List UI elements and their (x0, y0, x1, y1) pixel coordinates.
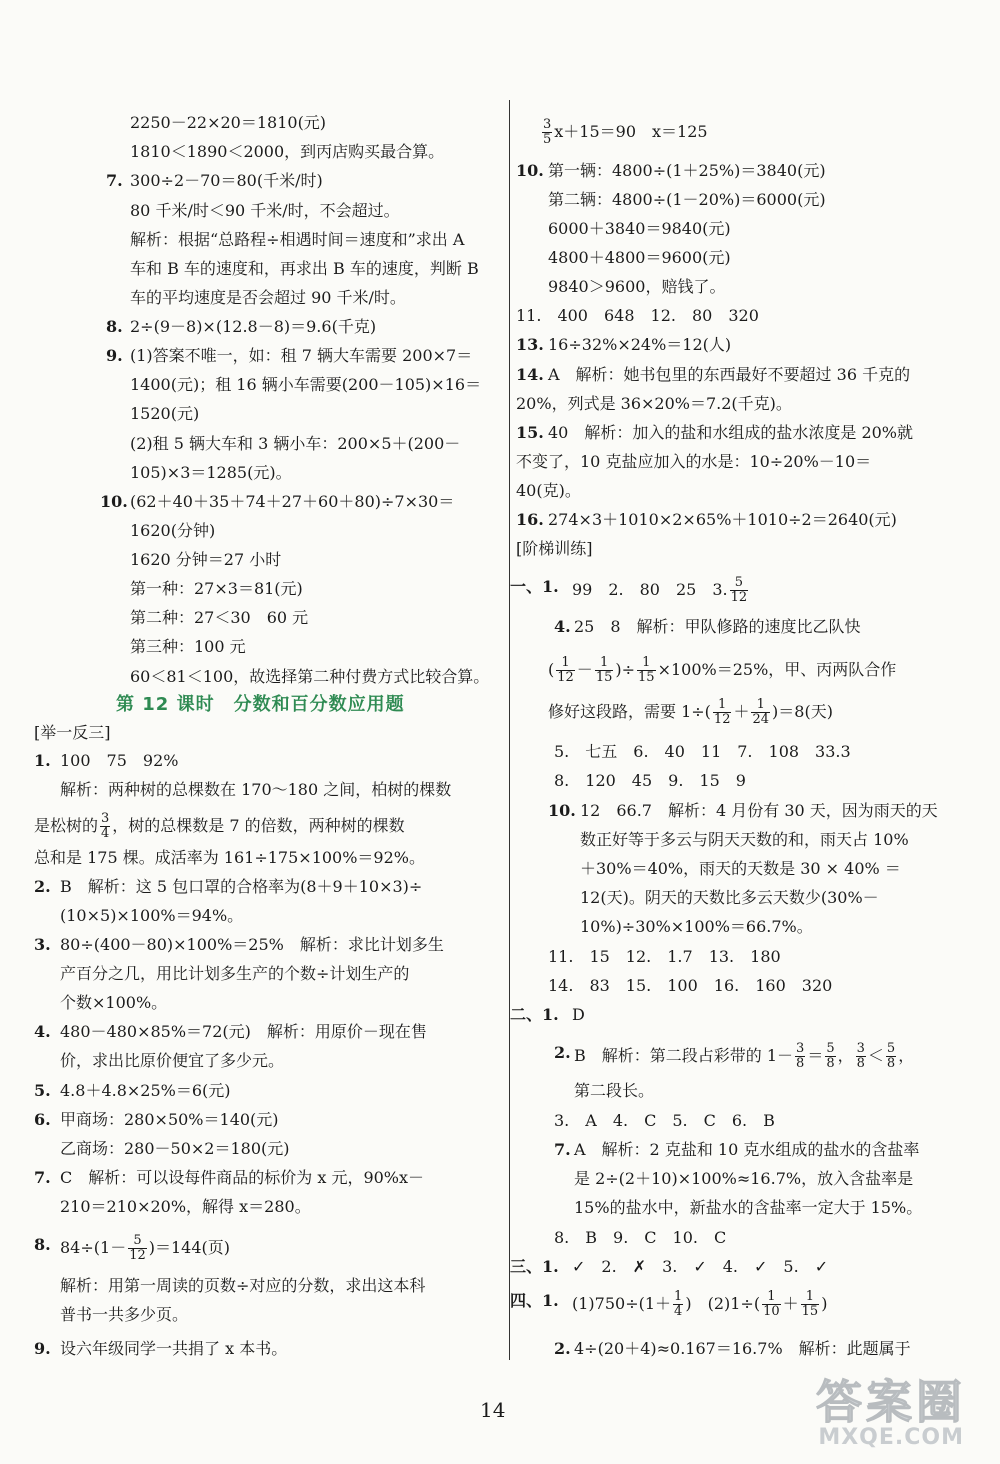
question-number: 9. (106, 346, 123, 365)
text-line: 第二辆：4800÷(1－20%)＝6000(元) (548, 190, 826, 209)
watermark-url: MXQE.COM (818, 1425, 964, 1450)
text-line (548, 698, 833, 727)
text-fragment: ) (821, 1294, 828, 1313)
numerator: 1 (801, 1290, 820, 1305)
question-number: 4. (34, 1022, 51, 1041)
lesson-title: 第 12 课时 分数和百分数应用题 (116, 694, 405, 715)
text-line: 产百分之几，用比计划多生产的个数÷计划生产的 (60, 964, 410, 983)
text-fragment: ，树的总棵数是 7 的倍数，两种树的棵数 (112, 816, 405, 835)
text-line: 1620 分钟＝27 小时 (130, 550, 282, 569)
watermark-logo: 答案圈 (816, 1375, 966, 1429)
question-number: 7. (554, 1140, 571, 1159)
numerator: 3 (101, 811, 110, 826)
text-fragment: ， (898, 1046, 915, 1065)
fraction (673, 1290, 683, 1319)
text-line: 1810＜1890＜2000，到丙店购买最合算。 (130, 142, 445, 161)
fraction (730, 576, 749, 605)
question-number: 二、1. (510, 1005, 559, 1024)
text-line: 9840＞9600，赔钱了。 (548, 277, 726, 296)
numerator: 3 (543, 117, 552, 132)
denominator: 10 (763, 1304, 780, 1319)
text-fragment: )＝8(天) (772, 702, 833, 721)
question-number: 10. (516, 161, 544, 180)
text-line: 解析：根据“总路程÷相遇时间＝速度和”求出 A (130, 230, 465, 249)
text-line: (10×5)×100%＝94%。 (60, 906, 244, 925)
text-line: 4÷(20＋4)≈0.167＝16.7% 解析：此题属于 (574, 1339, 911, 1358)
text-line: 设六年级同学一共捐了 x 本书。 (60, 1339, 288, 1358)
denominator: 8 (796, 1056, 805, 1071)
text-line (548, 656, 896, 685)
numerator: 5 (886, 1041, 896, 1056)
page-number: 14 (480, 1398, 506, 1422)
text-fragment: B 解析：第二段占彩带的 1－ (574, 1046, 794, 1065)
question-number: 14. (516, 365, 544, 384)
text-line: 数正好等于多云与阴天天数的和，雨天占 10% (580, 830, 909, 849)
question-number: 2. (554, 1339, 571, 1358)
section-label: [举一反三] (34, 723, 111, 742)
text-line: 4800＋4800＝9600(元) (548, 248, 731, 267)
section-label: [阶梯训练] (516, 539, 593, 558)
denominator: 15 (595, 670, 613, 685)
numerator: 1 (713, 698, 732, 713)
text-fragment: ×100%＝25%，甲、丙两队合作 (657, 660, 897, 679)
numerator: 1 (637, 656, 656, 671)
text-line: 300÷2－70＝80(千米/时) (130, 171, 323, 190)
question-number: 10. (548, 801, 576, 820)
fraction (886, 1042, 896, 1071)
denominator: 8 (826, 1056, 835, 1071)
text-line: C 解析：可以设每件商品的标价为 x 元，90%x－ (60, 1168, 425, 1187)
question-number: 9. (34, 1339, 51, 1358)
fraction (801, 1290, 820, 1319)
denominator: 4 (101, 826, 110, 841)
fraction (825, 1042, 835, 1071)
text-line: A 解析：2 克盐和 10 克水组成的盐水的含盐率 (574, 1140, 920, 1159)
text-line: 甲商场：280×50%＝140(元) (60, 1110, 279, 1129)
text-line: 15%的盐水中，新盐水的含盐率一定大于 15%。 (574, 1198, 923, 1217)
fraction (100, 812, 110, 841)
text-fragment: (1)750÷(1＋ (572, 1294, 672, 1313)
question-number: 7. (106, 171, 123, 190)
numerator: 3 (796, 1041, 805, 1056)
question-number: 10. (100, 492, 128, 511)
text-line: 105)×3＝1285(元)。 (130, 463, 292, 482)
text-line: 11. 15 12. 1.7 13. 180 (548, 947, 781, 966)
question-number: 6. (34, 1110, 51, 1129)
question-number: 7. (34, 1168, 51, 1187)
text-line: 个数×100%。 (60, 993, 168, 1012)
question-number: 三、1. (510, 1257, 559, 1276)
text-line: 80 千米/时＜90 千米/时，不会超过。 (130, 201, 400, 220)
text-line: 40(克)。 (516, 481, 581, 500)
text-line: 4.8＋4.8×25%＝6(元) (60, 1081, 231, 1100)
denominator: 12 (730, 590, 748, 605)
text-line: 5. 七五 6. 40 11 7. 108 33.3 (554, 742, 851, 761)
column-divider (509, 100, 510, 1360)
fraction (542, 118, 552, 147)
text-fragment: ＋ (733, 702, 750, 721)
question-number: 8. (34, 1235, 51, 1254)
denominator: 15 (801, 1304, 819, 1319)
text-fragment: x＋15＝90 x＝125 (554, 122, 708, 141)
text-fragment: ) (2)1÷( (685, 1294, 761, 1313)
text-line: (62＋40＋35＋74＋27＋60＋80)÷7×30＝ (130, 492, 455, 511)
text-fragment: )＝144(页) (148, 1238, 231, 1257)
text-fragment: 84÷(1－ (60, 1238, 127, 1257)
question-number: 8. (106, 317, 123, 336)
fraction (795, 1042, 805, 1071)
text-fragment: ( (548, 660, 555, 679)
text-line: 11. 400 648 12. 80 320 (516, 306, 759, 325)
text-line: 16÷32%×24%＝12(人) (548, 335, 732, 354)
text-line: 210＝210×20%，解得 x＝280。 (60, 1197, 311, 1216)
text-line: 乙商场：280－50×2＝180(元) (60, 1139, 290, 1158)
text-line (34, 812, 405, 841)
text-line: 第二种：27＜30 60 元 (130, 608, 309, 627)
text-line: 14. 83 15. 100 16. 160 320 (548, 976, 833, 995)
numerator: 5 (128, 1234, 147, 1249)
denominator: 12 (557, 670, 574, 685)
fraction (856, 1042, 866, 1071)
text-line: 100 75 92% (60, 751, 179, 770)
question-number: 3. (34, 935, 51, 954)
question-number: 13. (516, 335, 544, 354)
text-line: 1520(元) (130, 404, 200, 423)
text-fragment: ＋ (782, 1294, 799, 1313)
text-line: 12(天)。阴天的天数比多云天数少(30%－ (580, 888, 879, 907)
text-fragment: 修好这段路，需要 1÷( (548, 702, 711, 721)
fraction (128, 1234, 147, 1263)
text-line: 2÷(9－8)×(12.8－8)＝9.6(千克) (130, 317, 377, 336)
text-line: 普书一共多少页。 (60, 1305, 189, 1324)
text-line: ✓ 2. ✗ 3. ✓ 4. ✓ 5. ✓ (572, 1257, 829, 1276)
text-line: 8. B 9. C 10. C (554, 1228, 727, 1247)
numerator: 5 (730, 576, 749, 591)
fraction (637, 656, 656, 685)
text-line: 1620(分钟) (130, 521, 216, 540)
text-line (540, 118, 708, 147)
question-number: 四、1. (510, 1291, 559, 1310)
text-line (574, 1042, 914, 1071)
numerator: 1 (556, 656, 575, 671)
denominator: 12 (713, 712, 731, 727)
question-number: 5. (34, 1081, 51, 1100)
text-line: 是 2÷(2＋10)×100%≈16.7%，放入含盐率是 (574, 1169, 914, 1188)
denominator: 4 (674, 1304, 683, 1319)
fraction (713, 698, 732, 727)
text-line: 第二段长。 (574, 1081, 655, 1100)
text-line: 10%)÷30%×100%＝66.7%。 (580, 917, 813, 936)
text-line: 价，求出比原价便宜了多少元。 (60, 1051, 285, 1070)
fraction (556, 656, 575, 685)
fraction (762, 1290, 781, 1319)
text-line: 60＜81＜100，故选择第二种付费方式比较合算。 (130, 667, 490, 686)
question-number: 4. (554, 617, 571, 636)
text-line (572, 576, 750, 605)
question-number: 15. (516, 423, 544, 442)
text-fragment: ＜ (867, 1046, 884, 1065)
text-line: A 解析：她书包里的东西最好不要超过 36 千克的 (548, 365, 911, 384)
question-number: 2. (34, 877, 51, 896)
text-fragment: 是松树的 (34, 816, 99, 835)
denominator: 12 (129, 1248, 146, 1263)
text-line: 6000＋3840＝9840(元) (548, 219, 731, 238)
text-line: 解析：两种树的总棵数在 170～180 之间，柏树的棵数 (60, 780, 452, 799)
text-line: 第一种：27×3＝81(元) (130, 579, 303, 598)
text-line: 2250－22×20＝1810(元) (130, 113, 327, 132)
text-line: 12 66.7 解析：4 月份有 30 天，因为雨天的天 (580, 801, 938, 820)
text-line: 40 解析：加入的盐和水组成的盐水浓度是 20%就 (548, 423, 914, 442)
text-fragment: 99 2. 80 25 3. (572, 580, 728, 599)
question-number: 1. (34, 751, 51, 770)
question-number: 16. (516, 510, 544, 529)
text-line: 车的平均速度是否会超过 90 千米/时。 (130, 288, 406, 307)
text-line: (2)租 5 辆大车和 3 辆小车：200×5＋(200－ (130, 434, 461, 453)
text-line: 20%，列式是 36×20%＝7.2(千克)。 (516, 394, 792, 413)
denominator: 8 (856, 1056, 865, 1071)
text-line: 第一辆：4800÷(1＋25%)＝3840(元) (548, 161, 826, 180)
text-line: ＋30%＝40%，雨天的天数是 30 × 40% ＝ (580, 859, 901, 878)
text-line: 274×3＋1010×2×65%＋1010÷2＝2640(元) (548, 510, 897, 529)
numerator: 1 (762, 1290, 781, 1305)
numerator: 1 (751, 698, 770, 713)
text-line: 3. A 4. C 5. C 6. B (554, 1111, 775, 1130)
text-line: B 解析：这 5 包口罩的合格率为(8＋9＋10×3)÷ (60, 877, 423, 896)
text-line: 不变了，10 克盐应加入的水是：10÷20%－10＝ (516, 452, 872, 471)
text-fragment: )÷ (615, 660, 636, 679)
text-line: D (572, 1005, 585, 1024)
numerator: 5 (826, 1041, 835, 1056)
numerator: 1 (674, 1289, 683, 1304)
watermark (776, 1366, 976, 1450)
question-number: 2. (554, 1043, 571, 1062)
numerator: 1 (595, 656, 614, 671)
text-line: 480－480×85%＝72(元) 解析：用原价－现在售 (60, 1022, 427, 1041)
text-line: (1)答案不唯一，如：租 7 辆大车需要 200×7＝ (130, 346, 473, 365)
text-fragment: ＝ (807, 1046, 824, 1065)
text-fragment: － (576, 660, 593, 679)
text-line: 25 8 解析：甲队修路的速度比乙队快 (574, 617, 861, 636)
text-fragment: ， (837, 1046, 854, 1065)
text-line (60, 1234, 230, 1263)
text-line: 80÷(400－80)×100%＝25% 解析：求比计划多生 (60, 935, 444, 954)
text-line: 8. 120 45 9. 15 9 (554, 771, 746, 790)
text-line: 解析：用第一周读的页数÷对应的分数，求出这本科 (60, 1276, 426, 1295)
text-line: 1400(元)；租 16 辆小车需要(200－105)×16＝ (130, 375, 482, 394)
text-line: 车和 B 车的速度和，再求出 B 车的速度，判断 B (130, 259, 479, 278)
fraction (595, 656, 614, 685)
text-line: 总和是 175 棵。成活率为 161÷175×100%＝92%。 (34, 848, 425, 867)
denominator: 24 (752, 712, 770, 727)
denominator: 15 (638, 670, 655, 685)
text-line: 第三种：100 元 (130, 637, 246, 656)
question-number: 一、1. (510, 577, 559, 596)
denominator: 5 (543, 132, 552, 147)
text-line (572, 1290, 827, 1319)
numerator: 3 (856, 1041, 865, 1056)
denominator: 8 (886, 1056, 896, 1071)
fraction (751, 698, 770, 727)
